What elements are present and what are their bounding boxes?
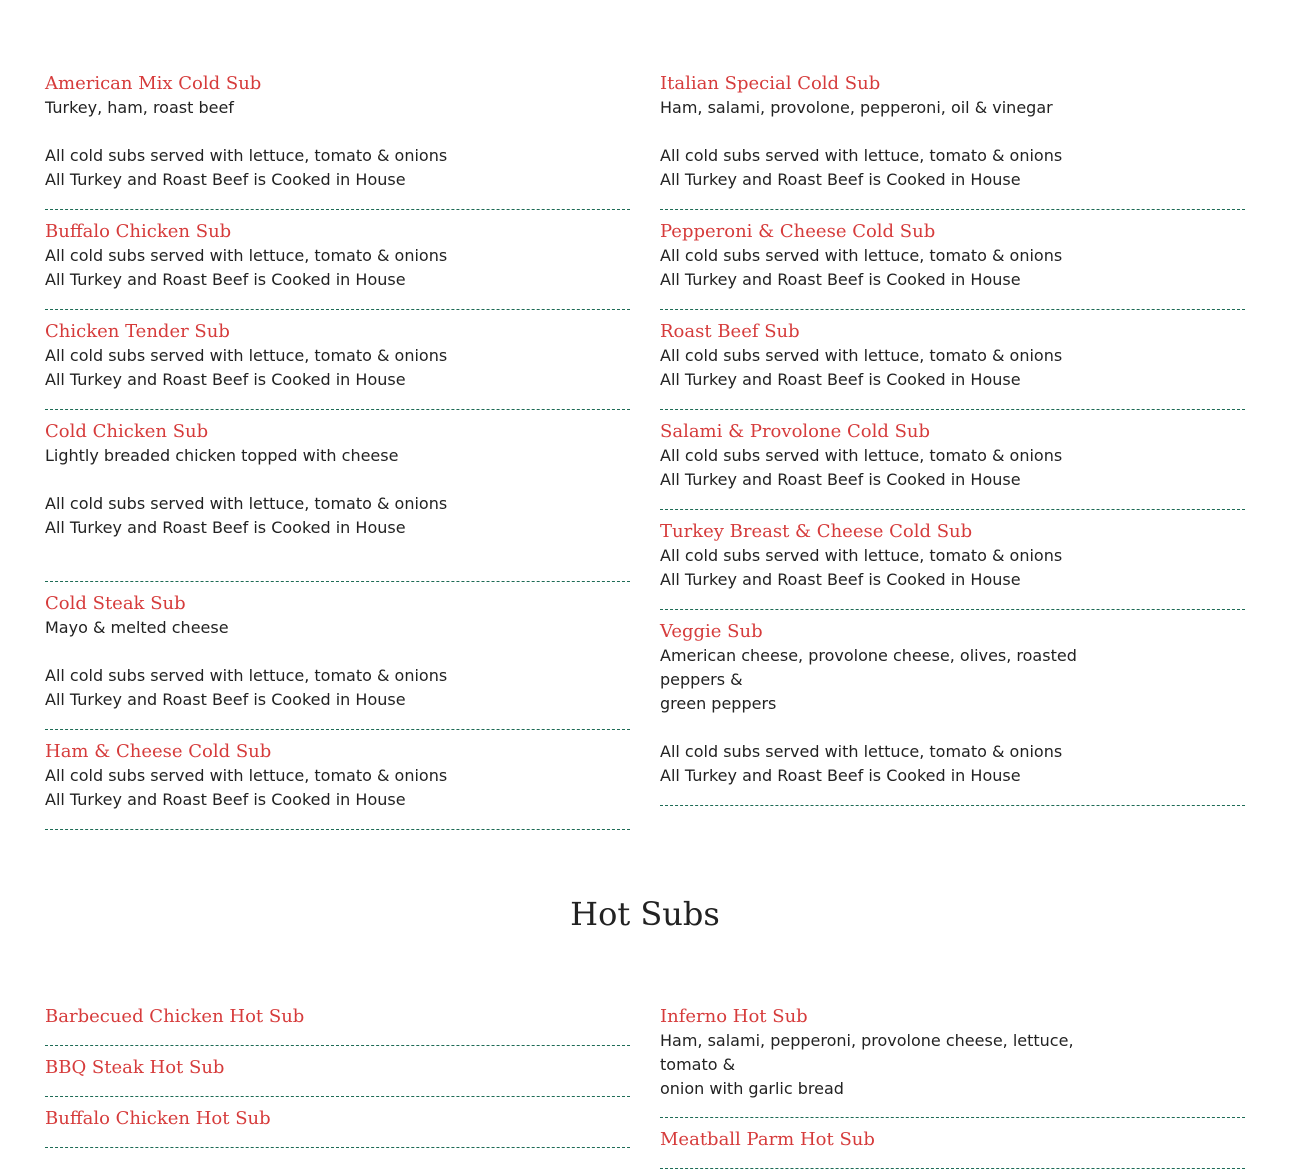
menu-item-description: Mayo & melted cheese bbox=[45, 618, 229, 637]
menu-item-note: All cold subs served with lettuce, tomato & onions bbox=[660, 446, 1063, 465]
menu-item-name: American Mix Cold Sub bbox=[45, 73, 262, 94]
menu-item-name: Buffalo Chicken Sub bbox=[45, 221, 232, 242]
menu-item bbox=[660, 1005, 1245, 1118]
section-title-hot-subs: Hot Subs bbox=[570, 895, 720, 933]
menu-item-note: All Turkey and Roast Beef is Cooked in House bbox=[660, 170, 1021, 189]
menu-item-note: All cold subs served with lettuce, tomato & onions bbox=[45, 146, 448, 165]
menu-item-note: All Turkey and Roast Beef is Cooked in House bbox=[45, 690, 406, 709]
menu-item bbox=[660, 220, 1245, 310]
menu-item-note: All Turkey and Roast Beef is Cooked in House bbox=[660, 270, 1021, 289]
spacer bbox=[45, 468, 630, 492]
menu-item-name: Roast Beef Sub bbox=[660, 321, 800, 342]
menu-item-name: Salami & Provolone Cold Sub bbox=[660, 421, 931, 442]
menu-item bbox=[660, 420, 1245, 510]
spacer bbox=[660, 120, 1245, 144]
menu-item-note: All Turkey and Roast Beef is Cooked in House bbox=[45, 170, 406, 189]
menu-item-name: Italian Special Cold Sub bbox=[660, 73, 881, 94]
menu-item bbox=[660, 72, 1245, 210]
menu-item-name: Cold Chicken Sub bbox=[45, 421, 209, 442]
menu-item bbox=[45, 72, 630, 210]
menu-item bbox=[45, 220, 630, 310]
menu-item-description: American cheese, provolone cheese, olives, roasted peppers & bbox=[660, 646, 1077, 689]
menu-item-note: All Turkey and Roast Beef is Cooked in House bbox=[660, 766, 1021, 785]
menu-item-name: Barbecued Chicken Hot Sub bbox=[45, 1006, 305, 1027]
menu-item-description: green peppers bbox=[660, 694, 777, 713]
menu-item-note: All Turkey and Roast Beef is Cooked in House bbox=[45, 370, 406, 389]
menu-item-name: Meatball Parm Hot Sub bbox=[660, 1129, 875, 1150]
menu-item-note: All cold subs served with lettuce, tomato & onions bbox=[45, 666, 448, 685]
menu-item-description: onion with garlic bread bbox=[660, 1079, 844, 1098]
menu-item-description: Ham, salami, pepperoni, provolone cheese, lettuce, tomato & bbox=[660, 1031, 1074, 1074]
spacer bbox=[45, 120, 630, 144]
menu-item-name: Ham & Cheese Cold Sub bbox=[45, 741, 272, 762]
menu-item bbox=[660, 520, 1245, 610]
spacer bbox=[45, 640, 630, 664]
menu-item-description: Turkey, ham, roast beef bbox=[45, 98, 234, 117]
menu-item-note: All Turkey and Roast Beef is Cooked in House bbox=[45, 790, 406, 809]
menu-item-note: All cold subs served with lettuce, tomato & onions bbox=[45, 346, 448, 365]
menu-item-name: Chicken Tender Sub bbox=[45, 321, 230, 342]
menu-item-name: Buffalo Chicken Hot Sub bbox=[45, 1108, 271, 1129]
menu-item bbox=[45, 592, 630, 730]
menu-item-name: Veggie Sub bbox=[660, 621, 763, 642]
cold-subs-left-column bbox=[45, 72, 630, 830]
cold-subs-right-column bbox=[660, 72, 1245, 806]
menu-item-note: All cold subs served with lettuce, tomato & onions bbox=[660, 546, 1063, 565]
menu-item bbox=[660, 320, 1245, 410]
menu-item-name: Pepperoni & Cheese Cold Sub bbox=[660, 221, 936, 242]
menu-item-note: All Turkey and Roast Beef is Cooked in House bbox=[660, 570, 1021, 589]
menu-item bbox=[660, 620, 1245, 806]
menu-item bbox=[45, 1056, 630, 1097]
menu-item-name: Inferno Hot Sub bbox=[660, 1006, 808, 1027]
menu-item-name: Turkey Breast & Cheese Cold Sub bbox=[660, 521, 973, 542]
menu-item-name: Cold Steak Sub bbox=[45, 593, 186, 614]
menu-item-name: BBQ Steak Hot Sub bbox=[45, 1057, 225, 1078]
menu-item-note: All Turkey and Roast Beef is Cooked in House bbox=[660, 370, 1021, 389]
menu-item-note: All Turkey and Roast Beef is Cooked in House bbox=[45, 270, 406, 289]
menu-item-note: All cold subs served with lettuce, tomato & onions bbox=[660, 346, 1063, 365]
spacer bbox=[660, 716, 1245, 740]
menu-item-note: All Turkey and Roast Beef is Cooked in House bbox=[660, 470, 1021, 489]
menu-item bbox=[660, 1128, 1245, 1169]
menu-item-note: All cold subs served with lettuce, tomato & onions bbox=[660, 146, 1063, 165]
menu-item-note: All cold subs served with lettuce, tomato & onions bbox=[660, 742, 1063, 761]
menu-item bbox=[45, 320, 630, 410]
menu-item-note: All cold subs served with lettuce, tomato & onions bbox=[45, 494, 448, 513]
hot-subs-left-column bbox=[45, 1005, 630, 1148]
menu-item bbox=[45, 1005, 630, 1046]
menu-item bbox=[45, 420, 630, 582]
hot-subs-right-column bbox=[660, 1005, 1245, 1169]
menu-item-note: All cold subs served with lettuce, tomato & onions bbox=[45, 766, 448, 785]
menu-item-note: All Turkey and Roast Beef is Cooked in House bbox=[45, 518, 406, 537]
menu-item-description: Lightly breaded chicken topped with cheese bbox=[45, 446, 399, 465]
menu-item-note: All cold subs served with lettuce, tomato & onions bbox=[660, 246, 1063, 265]
menu-item-note: All cold subs served with lettuce, tomato & onions bbox=[45, 246, 448, 265]
menu-item bbox=[45, 1107, 630, 1148]
menu-item bbox=[45, 740, 630, 830]
menu-item-description: Ham, salami, provolone, pepperoni, oil & vinegar bbox=[660, 98, 1053, 117]
